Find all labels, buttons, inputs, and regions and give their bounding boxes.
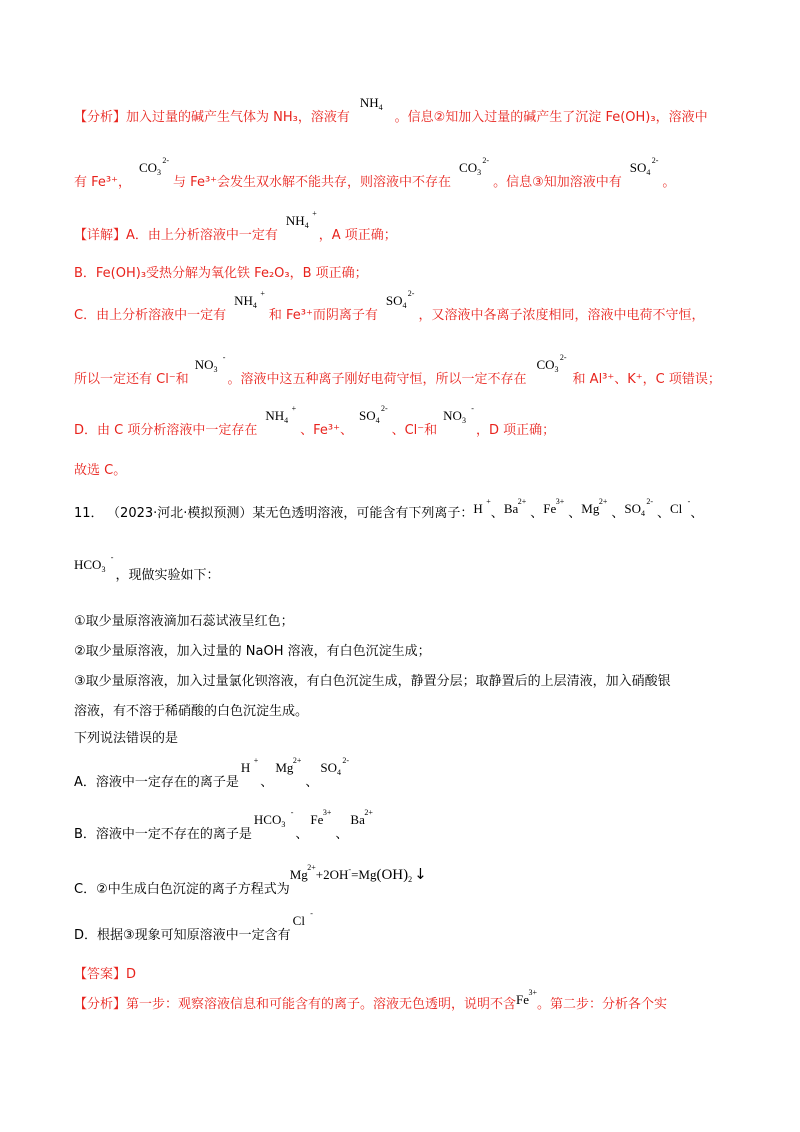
- ion-symbol: SO: [629, 160, 647, 175]
- answer-value: D: [126, 967, 137, 982]
- ion-symbol: NH: [285, 213, 305, 228]
- ion-sup: 2-: [380, 404, 388, 413]
- ion-sub: 4: [252, 301, 257, 310]
- ammonium-ion: [285, 209, 317, 235]
- sulfate-ion: [320, 756, 350, 782]
- ion-sup: 2-: [646, 497, 653, 506]
- ion-symbol: NH: [265, 408, 285, 423]
- detail-line-d: [74, 404, 556, 444]
- detail-text: 。溶液中这五种离子刚好电荷守恒，所以一定不存在: [227, 372, 527, 387]
- eq-part: +2OH: [315, 867, 349, 882]
- ion-symbol: NO: [443, 408, 462, 423]
- ion-symbol: SO: [385, 293, 403, 308]
- eq-sup: -: [348, 865, 352, 874]
- ion-sup: +: [486, 497, 491, 506]
- ion-sup: -: [290, 808, 294, 817]
- ion-sup: -: [687, 497, 691, 506]
- ion-symbol: Ba: [503, 501, 519, 516]
- analysis-line-1: [74, 95, 708, 131]
- ion-sup: +: [253, 756, 259, 765]
- ion-sup: 2-: [651, 156, 659, 165]
- ion-symbol: CO: [138, 160, 158, 175]
- iron-ion: [310, 808, 332, 829]
- ion-symbol: SO: [624, 501, 641, 516]
- ion-sub: 4: [641, 509, 645, 518]
- ion-sub: 3: [461, 416, 466, 425]
- nitrate-ion: [443, 404, 474, 430]
- analysis-tag: 【分析】: [74, 110, 127, 125]
- ion-sup: +: [260, 289, 265, 298]
- question-line-2: [74, 553, 220, 589]
- barium-ion: [350, 808, 373, 829]
- ion-symbol: H: [240, 760, 251, 775]
- ion-sub: 4: [337, 768, 342, 777]
- option-a[interactable]: [74, 756, 350, 796]
- detail-text: A．由上分析溶液中一定有: [126, 228, 278, 243]
- ion-sub: 4: [378, 103, 383, 112]
- ion-symbol: CO: [536, 357, 555, 372]
- ion-symbol: HCO: [253, 812, 282, 827]
- ion-sup: 3+: [322, 808, 332, 817]
- question-source: （2023·河北·模拟预测）某无色透明溶液，可能含有下列离子：: [113, 506, 474, 521]
- ion-sub: 4: [284, 416, 289, 425]
- separator: 、: [657, 506, 671, 521]
- option-text: B．溶液中一定不存在的离子是: [74, 827, 252, 842]
- separator: 、: [611, 506, 625, 521]
- carbonate-ion: [459, 156, 490, 182]
- ion-symbol: NH: [359, 95, 379, 110]
- detail-text: 和 Al³⁺、K⁺，C 项错误；: [572, 372, 721, 387]
- ion-symbol: Fe: [543, 501, 557, 516]
- detail-text: 、Fe³⁺、: [300, 423, 353, 438]
- analysis-text: 与 Fe³⁺会发生双水解不能共存，则溶液中不存在: [173, 175, 452, 190]
- ion-sup: 3+: [555, 497, 565, 506]
- ionic-equation: [290, 861, 427, 889]
- bicarbonate-ion: [74, 553, 114, 579]
- question-number: 11．: [74, 506, 104, 521]
- ion-sup: 2+: [598, 497, 608, 506]
- analysis-text: 。信息②知加入过量的碱产生了沉淀 Fe(OH)₃，溶液中: [394, 110, 708, 125]
- ion-sup: 2-: [407, 289, 415, 298]
- eq-part: =Mg: [351, 867, 377, 882]
- ion-symbol: H: [473, 501, 483, 516]
- barium-ion: [503, 497, 527, 518]
- question-prompt: 下列说法错误的是: [74, 731, 179, 746]
- detail-text: 和 Fe³⁺而阴离子有: [268, 308, 378, 323]
- ion-symbol: Fe: [310, 812, 324, 827]
- option-text: A．溶液中一定存在的离子是: [74, 775, 239, 790]
- ion-sup: 2+: [292, 756, 302, 765]
- detail-text: D．由 C 项分析溶液中一定存在: [74, 423, 258, 438]
- analysis-text: 。: [662, 175, 676, 190]
- detail-tag: 【详解】: [74, 228, 127, 243]
- detail-text: 、Cl⁻和: [391, 423, 438, 438]
- separator: 、: [530, 506, 544, 521]
- ion-sub: 3: [281, 820, 286, 829]
- option-b[interactable]: [74, 808, 373, 848]
- experiment-step-1: ①取少量原溶液滴加石蕊试液呈红色；: [74, 614, 294, 629]
- detail-text: 所以一定还有 Cl⁻和: [74, 372, 189, 387]
- separator: 、: [335, 827, 349, 842]
- ion-sub: 3: [477, 168, 482, 177]
- chloride-ion: [670, 497, 691, 518]
- ion-symbol: Cl: [670, 501, 683, 516]
- ion-symbol: NH: [234, 293, 253, 308]
- question-text: ，现做实验如下：: [115, 568, 220, 583]
- experiment-step-3a: ③取少量原溶液，加入过量氯化钡溶液，有白色沉淀生成，静置分层；取静置后的上层清液，加入硝酸银: [74, 674, 671, 689]
- ion-sup: -: [310, 909, 313, 918]
- answer-tag: 【答案】: [74, 967, 127, 982]
- ion-sup: -: [222, 353, 226, 362]
- experiment-step-2: ②取少量原溶液，加入过量的 NaOH 溶液，有白色沉淀生成；: [74, 644, 431, 659]
- hydrogen-ion: [473, 497, 491, 518]
- ion-sup: 2-: [482, 156, 490, 165]
- option-c[interactable]: [74, 863, 427, 903]
- ion-sup: 2-: [162, 156, 170, 165]
- detail-text: C．由上分析溶液中一定有: [74, 308, 227, 323]
- option-d[interactable]: [74, 909, 313, 945]
- eq-part: (OH): [376, 867, 409, 883]
- ion-symbol: Fe: [516, 992, 530, 1007]
- ion-sub: 3: [554, 365, 559, 374]
- sulfate-ion: [358, 404, 388, 430]
- ammonium-ion: [234, 289, 265, 315]
- separator: 、: [295, 827, 309, 842]
- chloride-ion: [292, 909, 313, 930]
- ion-symbol: SO: [320, 760, 338, 775]
- ion-sup: +: [291, 404, 297, 413]
- ion-sup: 2+: [307, 863, 316, 872]
- ammonium-ion: [360, 94, 383, 117]
- detail-conclusion: 故选 C。: [74, 463, 127, 478]
- ion-sup: 2-: [559, 353, 567, 362]
- ion-sup: +: [312, 209, 317, 218]
- ion-sup: 3+: [528, 988, 538, 997]
- analysis-tag: 【分析】: [74, 997, 127, 1012]
- detail-line-a: [74, 209, 397, 249]
- option-text: C．②中生成白色沉淀的离子方程式为: [74, 882, 290, 897]
- ion-sub: 3: [213, 365, 218, 374]
- separator: 、: [305, 775, 319, 790]
- question-line-1: [74, 497, 704, 527]
- analysis-text: 。第二步：分析各个实: [537, 997, 668, 1012]
- analysis-text: 有 Fe³⁺，: [74, 175, 131, 190]
- analysis-text: 加入过量的碱产生气体为 NH₃，溶液有: [126, 110, 350, 125]
- ion-sub: 4: [375, 416, 380, 425]
- analysis-text: 。信息③知加溶液中有: [493, 175, 622, 190]
- ion-sub: 3: [101, 565, 106, 574]
- sulfate-ion: [385, 289, 415, 315]
- ion-symbol: Ba: [350, 812, 365, 827]
- detail-line-c2: [74, 353, 721, 393]
- ion-sup: -: [110, 553, 114, 562]
- magnesium-ion: [289, 863, 316, 884]
- eq-sub: 2: [408, 875, 413, 884]
- iron-ion: [516, 988, 538, 1009]
- ion-symbol: Mg: [275, 760, 294, 775]
- sulfate-ion: [624, 497, 653, 523]
- separator: 、: [568, 506, 582, 521]
- ion-sub: 3: [157, 168, 162, 177]
- ion-sub: 4: [646, 168, 651, 177]
- detail-line-c1: [74, 289, 705, 329]
- down-arrow-icon: ↓: [414, 865, 427, 883]
- ion-sub: 4: [304, 221, 309, 230]
- answer-line: [74, 966, 136, 984]
- experiment-step-3b: 溶液，有不溶于稀硝酸的白色沉淀生成。: [74, 704, 309, 719]
- detail-text: ，D 项正确；: [475, 423, 556, 438]
- ion-symbol: Mg: [581, 501, 600, 516]
- magnesium-ion: [275, 756, 302, 777]
- ion-sub: 4: [402, 301, 407, 310]
- carbonate-ion: [138, 156, 170, 182]
- eq-part: Mg: [289, 867, 308, 882]
- separator: 、: [490, 506, 504, 521]
- ion-symbol: CO: [459, 160, 478, 175]
- nitrate-ion: [194, 353, 226, 379]
- ion-symbol: HCO: [74, 557, 102, 572]
- detail-text: ，又溶液中各离子浓度相同，溶液中电荷不守恒，: [418, 308, 705, 323]
- ion-symbol: Cl: [292, 913, 305, 928]
- separator: 、: [260, 775, 274, 790]
- ammonium-ion: [265, 404, 297, 430]
- separator: 、: [690, 506, 704, 521]
- ion-sup: 2+: [364, 808, 373, 817]
- magnesium-ion: [581, 497, 608, 518]
- ion-sup: 2+: [517, 497, 527, 506]
- option-text: D．根据③现象可知原溶液中一定含有: [74, 928, 291, 943]
- ion-symbol: NO: [194, 357, 214, 372]
- ion-symbol: SO: [358, 408, 376, 423]
- carbonate-ion: [536, 353, 567, 379]
- detail-text: ，A 项正确；: [318, 228, 397, 243]
- sulfate-ion: [629, 156, 659, 182]
- hydrogen-ion: [240, 756, 259, 777]
- ion-sup: -: [471, 404, 474, 413]
- bicarbonate-ion: [253, 808, 294, 834]
- analysis-text: 第一步：观察溶液信息和可能含有的离子。溶液无色透明，说明不含: [126, 997, 517, 1012]
- analysis-line-2: [74, 156, 676, 196]
- iron-ion: [543, 497, 565, 518]
- detail-line-b: B．Fe(OH)₃受热分解为氧化铁 Fe₂O₃，B 项正确；: [74, 266, 368, 281]
- ion-sup: 2-: [342, 756, 350, 765]
- analysis2-line: [74, 988, 668, 1014]
